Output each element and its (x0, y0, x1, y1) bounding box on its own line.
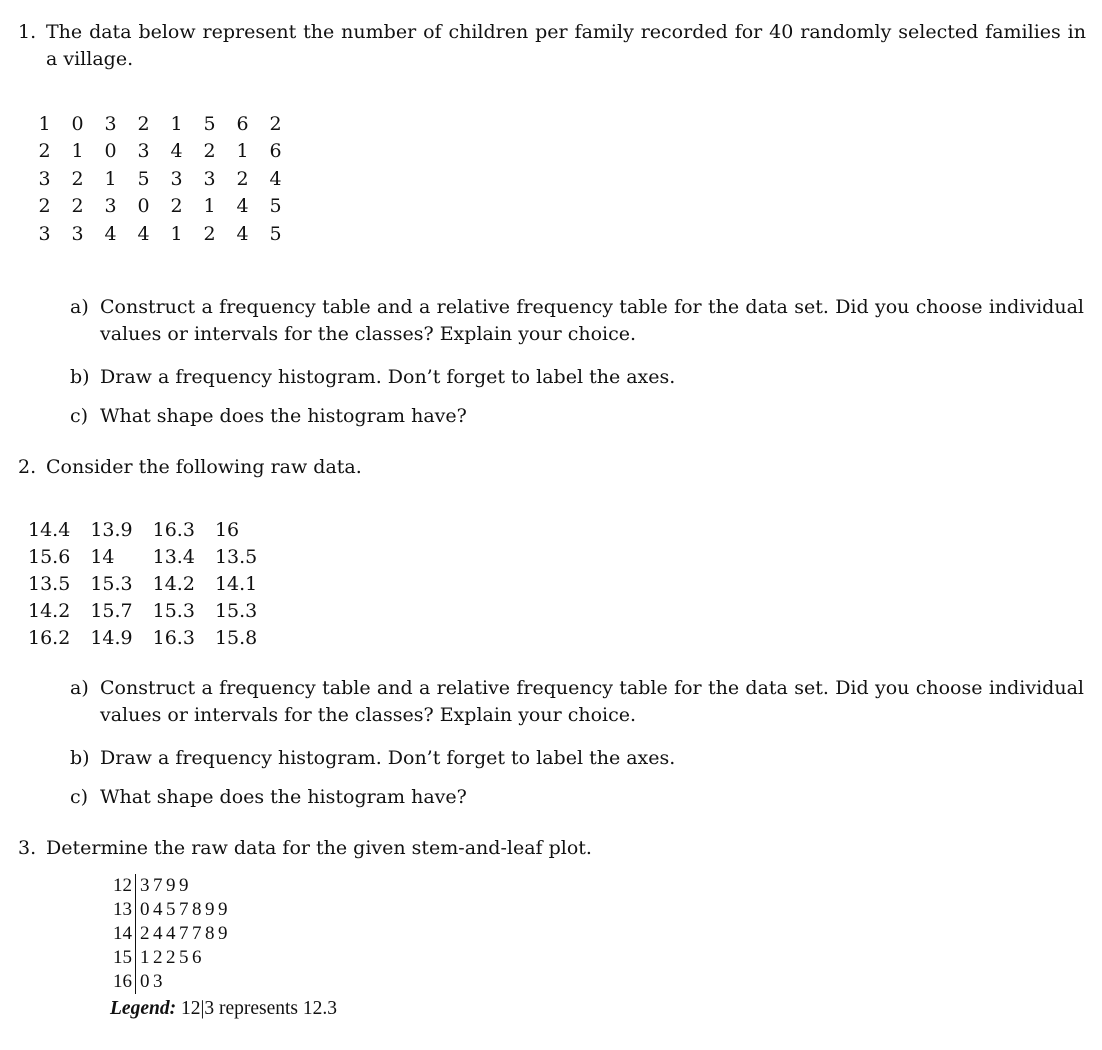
table-cell: 2 (269, 112, 282, 135)
problem-2 (18, 454, 1086, 481)
table-cell: 4 (170, 140, 183, 163)
table-cell: 3 (38, 167, 51, 190)
table-cell: 13.5 (28, 572, 71, 595)
table-row (28, 543, 277, 570)
table-cell: 2 (236, 167, 249, 190)
part-b (70, 745, 1084, 772)
stem: 13 (108, 898, 136, 922)
table-row (28, 110, 292, 138)
problem-3 (18, 835, 1086, 862)
table-cell: 2 (71, 167, 84, 190)
table-cell: 0 (137, 195, 150, 218)
table-cell: 14 (90, 545, 115, 568)
table-cell: 1 (104, 167, 117, 190)
part-label: b) (70, 366, 90, 388)
table-cell: 14.4 (28, 518, 71, 541)
table-cell: 15.3 (214, 600, 258, 623)
table-cell: 2 (203, 222, 216, 245)
part-label: b) (70, 747, 90, 769)
table-row (28, 138, 292, 166)
table-cell: 1 (170, 222, 183, 245)
table-row (28, 193, 292, 221)
table-cell: 5 (269, 195, 282, 218)
part-label: c) (70, 405, 89, 427)
table-cell: 16.2 (28, 627, 71, 650)
children-data-table (28, 110, 292, 248)
raw-data-table (28, 516, 277, 652)
table-cell: 14.2 (28, 600, 71, 623)
table-cell: 15.7 (90, 600, 133, 623)
part-text: Construct a frequency table and a relative frequency table for the data set. Did you choose individual values or intervals for the classes? Explain your choice. (100, 677, 1084, 726)
part-c (70, 403, 1084, 430)
part-text: What shape does the histogram have? (100, 405, 467, 427)
table-cell: 5 (269, 222, 282, 245)
table-cell: 3 (104, 112, 117, 135)
stem: 15 (108, 946, 136, 970)
table-cell: 1 (236, 140, 249, 163)
part-text: Draw a frequency histogram. Don’t forget to label the axes. (100, 747, 676, 769)
table-cell: 1 (38, 112, 51, 135)
table-cell: 2 (38, 140, 51, 163)
legend-text: 12|3 represents 12.3 (180, 998, 338, 1019)
stem-row (108, 970, 231, 994)
table-cell: 2 (203, 140, 216, 163)
table-cell: 3 (104, 195, 117, 218)
leaves: 03 (140, 971, 166, 992)
table-cell: 3 (38, 222, 51, 245)
part-b (70, 364, 1084, 391)
part-a (70, 294, 1084, 348)
table-cell: 4 (269, 167, 282, 190)
stem: 14 (108, 922, 136, 946)
table-cell: 15.3 (152, 600, 195, 623)
table-cell: 5 (203, 112, 216, 135)
table-cell: 4 (236, 222, 249, 245)
table-cell: 5 (137, 167, 150, 190)
part-c (70, 784, 1084, 811)
stem: 16 (108, 970, 136, 994)
table-cell: 3 (170, 167, 183, 190)
table-row (28, 516, 277, 543)
problem-2-parts (70, 675, 1084, 811)
table-cell: 13.9 (90, 518, 133, 541)
table-cell: 15.6 (28, 545, 71, 568)
table-cell: 1 (170, 112, 183, 135)
part-label: a) (70, 677, 89, 699)
part-text: Construct a frequency table and a relative frequency table for the data set. Did you choose individual values or intervals for the classes? Explain your choice. (100, 296, 1084, 345)
table-cell: 14.2 (152, 572, 195, 595)
legend-label: Legend: (110, 998, 177, 1019)
stem: 12 (108, 874, 136, 898)
leaves: 0457899 (140, 899, 231, 920)
stem-row (108, 922, 231, 946)
table-cell: 4 (104, 222, 117, 245)
table-cell: 14.1 (214, 572, 258, 595)
part-label: a) (70, 296, 89, 318)
stem-leaf-legend (110, 998, 337, 1020)
problem-1 (18, 19, 1086, 73)
table-cell: 3 (71, 222, 84, 245)
part-text: What shape does the histogram have? (100, 786, 467, 808)
part-text: Draw a frequency histogram. Don’t forget to label the axes. (100, 366, 676, 388)
part-a (70, 675, 1084, 729)
stem-row (108, 946, 231, 970)
problem-text: Consider the following raw data. (46, 456, 362, 478)
problem-number: 1. (18, 21, 37, 43)
table-cell: 2 (170, 195, 183, 218)
part-label: c) (70, 786, 89, 808)
table-cell: 2 (38, 195, 51, 218)
table-cell: 1 (71, 140, 84, 163)
problem-text: Determine the raw data for the given stem-and-leaf plot. (46, 837, 592, 859)
problem-number: 3. (18, 837, 37, 859)
table-cell: 3 (137, 140, 150, 163)
table-cell: 15.8 (214, 627, 258, 650)
table-cell: 6 (269, 140, 282, 163)
table-row (28, 598, 277, 625)
problem-number: 2. (18, 456, 37, 478)
leaves: 2447789 (140, 923, 231, 944)
table-cell: 0 (104, 140, 117, 163)
table-cell: 16.3 (152, 627, 195, 650)
table-cell: 2 (71, 195, 84, 218)
table-cell: 13.5 (214, 545, 258, 568)
stem-row (108, 898, 231, 922)
problem-1-parts (70, 294, 1084, 430)
table-row (28, 625, 277, 652)
table-cell: 13.4 (152, 545, 195, 568)
table-cell: 3 (203, 167, 216, 190)
table-row (28, 570, 277, 597)
table-cell: 0 (71, 112, 84, 135)
table-cell: 14.9 (90, 627, 133, 650)
table-cell: 16 (214, 518, 240, 541)
table-cell: 2 (137, 112, 150, 135)
stem-and-leaf-plot (108, 874, 231, 994)
table-row (28, 165, 292, 193)
table-cell: 4 (236, 195, 249, 218)
leaves: 3799 (140, 875, 192, 896)
table-cell: 16.3 (152, 518, 195, 541)
table-row (28, 220, 292, 248)
leaves: 12256 (140, 947, 205, 968)
table-cell: 1 (203, 195, 216, 218)
table-cell: 15.3 (90, 572, 133, 595)
problem-text: The data below represent the number of children per family recorded for 40 randomly selected families in a village. (46, 21, 1086, 70)
table-cell: 6 (236, 112, 249, 135)
table-cell: 4 (137, 222, 150, 245)
stem-row (108, 874, 231, 898)
